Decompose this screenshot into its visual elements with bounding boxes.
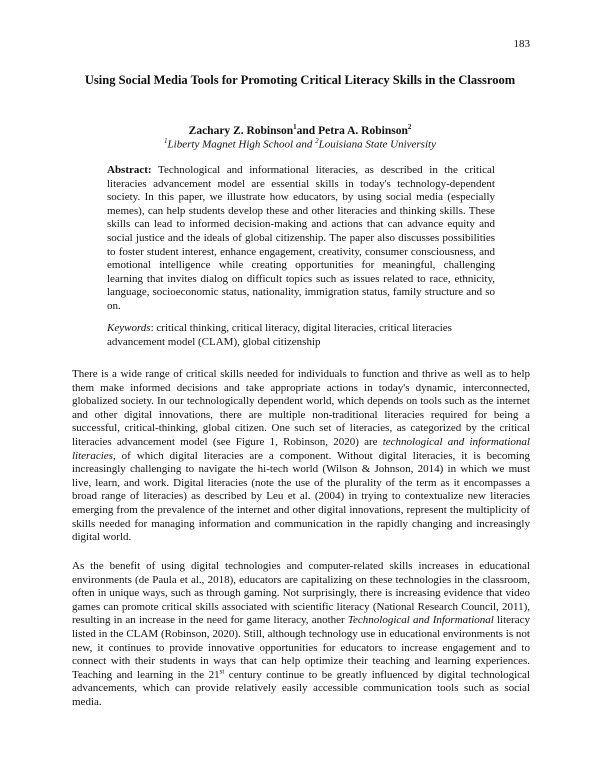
paper-title: Using Social Media Tools for Promoting Critical Literacy Skills in the Classroom xyxy=(84,73,516,87)
abstract-text: Technological and informational literacies, as described in the critical literacies advancement model are essential skills in today's technology-dependent society. In this paper, we illustrate how educators, by using social media (especially memes), can help students develop these and other literacies and thinking skills. These skills can lead to informed decision-making and actions that can advance equity and social justice and the ideals of global citizenship. The paper also discusses possibilities to foster student interest, enhance engagement, creativity, consumer consciousness, and emotional intelligence while creating opportunities for meaningful, challenging learning that invites dialog on difficult topics such as issues related to race, ethnicity, language, socioeconomic status, nationality, immigration status, family structure and so on. xyxy=(107,164,495,312)
keywords xyxy=(107,322,495,349)
body-paragraph-1 xyxy=(72,368,530,545)
author-joiner: and xyxy=(296,124,319,137)
affiliation-1-mark: 1 xyxy=(164,137,168,145)
p2-text-a: As the benefit of using digital technologies and computer-related skills increases in educational environments (de Paula et al., 2018), educators are capitalizing on these technologies in the classroom, often in unique ways, such as through gaming. Not surprisingly, there is increasing evidence that video games can promote critical skills associated with scientific literacy (National Research Council, 2011), resulting in an increase in the need for game literacy, another xyxy=(72,560,530,627)
affiliation-line xyxy=(80,134,520,152)
abstract xyxy=(107,164,495,314)
abstract-label: Abstract: xyxy=(107,164,152,176)
p1-text-b: , of which digital literacies are a component. Without digital literacies, it is becoming increasingly challenging to navigate the hi-tech world (Wilson & Johnson, 2014) in which we must live, learn, and work. Digital literacies (note the use of the plurality of the term as it encompasses a broad range of literacies) as described by Leu et al. (2004) in trying to contextualize new literacies emerging from the prevalence of the internet and other digital innovations, represent the multiplicity of skills needed for managing information and communication in the rapidly changing and increasingly digital world. xyxy=(72,449,530,544)
body-paragraph-2 xyxy=(72,560,530,710)
p1-text-a: There is a wide range of critical skills needed for individuals to function and thrive as well as to help them make informed decisions and take appropriate actions in today's dynamic, interconnected, globalized society. In our technologically dependent world, which depends on tools such as the internet and other digital innovations, there are multiple non-traditional literacies required for being a successful, critical-thinking, global citizen. One such set of literacies, as categorized by the critical literacies advancement model (see Figure 1, Robinson, 2020) are xyxy=(72,368,530,448)
author-2-mark: 2 xyxy=(407,123,412,131)
p2-text-c: century continue to be greatly influenced by digital technological advancements, which can provide relatively easily accessible communication tools such as social media. xyxy=(72,668,530,708)
p1-italic-term: technological and informational literacies xyxy=(72,435,530,462)
author-2: Petra A. Robinson xyxy=(318,124,408,137)
affiliation-1: Liberty Magnet High School and xyxy=(167,138,316,151)
page-number: 183 xyxy=(513,38,530,50)
keywords-label: Keywords xyxy=(107,322,151,334)
affiliation-2-mark: 2 xyxy=(315,137,319,145)
author-1-mark: 1 xyxy=(293,123,297,131)
author-1: Zachary Z. Robinson xyxy=(188,124,294,137)
affiliation-2: Louisiana State University xyxy=(318,138,436,151)
p2-ordinal-sup: st xyxy=(219,667,225,676)
keywords-text: : critical thinking, critical literacy, digital literacies, critical literacies advancement model (CLAM), global citizenship xyxy=(107,322,452,348)
p2-text-b: literacy listed in the CLAM (Robinson, 2020). Still, although technology use in educational environments is not new, it continues to provide innovative opportunities for educators to increase engagement and to connect with their students in ways that can help optimize their teaching and learning experiences. Teaching and learning in the 21 xyxy=(72,614,530,681)
p2-italic-term: Technological and Informational xyxy=(347,614,494,627)
